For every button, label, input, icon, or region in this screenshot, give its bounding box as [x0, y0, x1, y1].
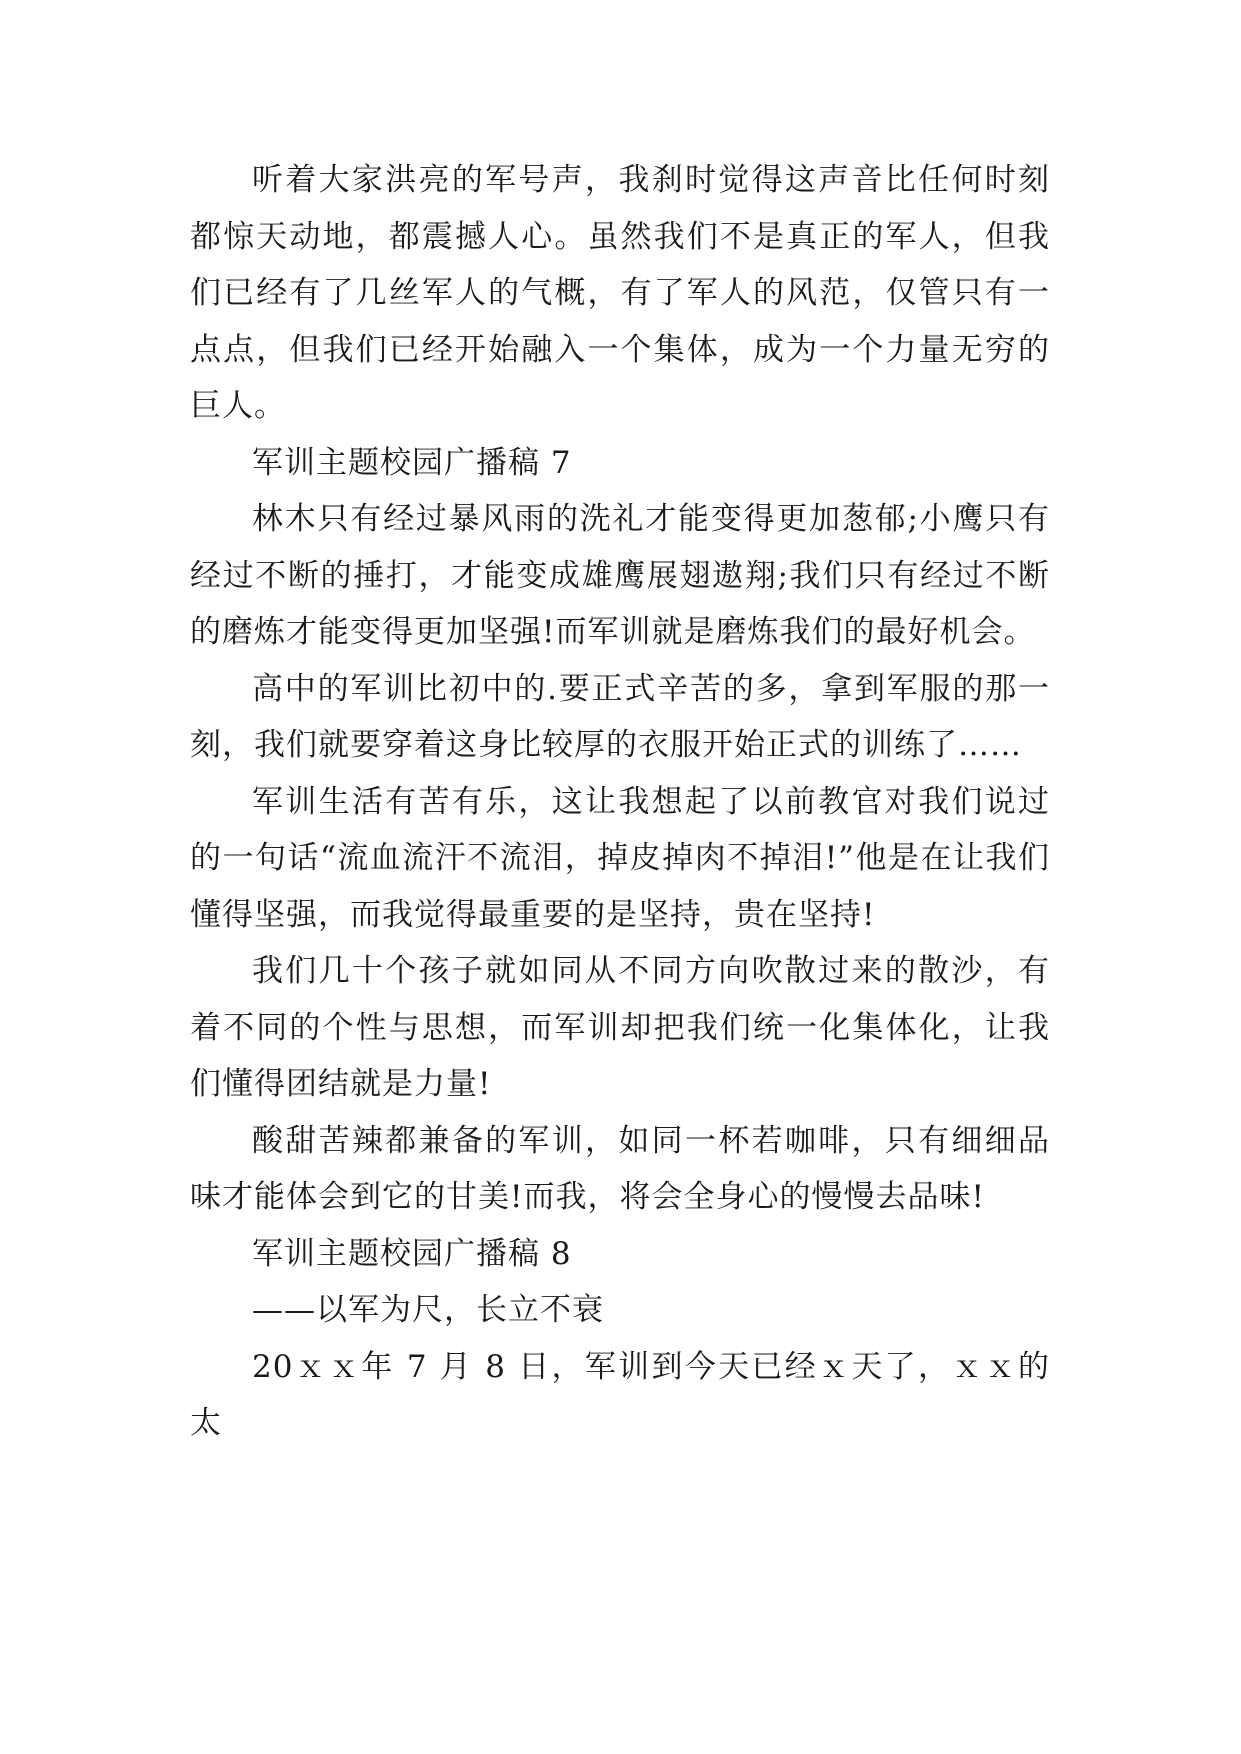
document-page	[190, 152, 1050, 1452]
paragraph: 酸甜苦辣都兼备的军训，如同一杯若咖啡，只有细细品味才能体会到它的甘美!而我，将会全身心的慢慢去品味!	[190, 1122, 1050, 1215]
section-heading: 军训主题校园广播稿 8	[252, 1235, 572, 1272]
paragraph: 听着大家洪亮的军号声，我刹时觉得这声音比任何时刻都惊天动地，都震撼人心。虽然我们不是真正的军人，但我们已经有了几丝军人的气概，有了军人的风范，仅管只有一点点，但我们已经开始融入一个集体，成为一个力量无穷的巨人。	[190, 162, 1050, 424]
paragraph: 20ｘｘ年 7 月 8 日，军训到今天已经ｘ天了，ｘｘ的太	[190, 1348, 1050, 1441]
section-subtitle: ——以军为尺，长立不衰	[252, 1292, 604, 1328]
paragraph: 我们几十个孩子就如同从不同方向吹散过来的散沙，有着不同的个性与思想，而军训却把我们统一化集体化，让我们懂得团结就是力量!	[190, 953, 1050, 1102]
paragraph: 林木只有经过暴风雨的洗礼才能变得更加葱郁;小鹰只有经过不断的捶打，才能变成雄鹰展翅遨翔;我们只有经过不断的磨炼才能变得更加坚强!而军训就是磨炼我们的最好机会。	[190, 501, 1050, 650]
paragraph: 军训生活有苦有乐，这让我想起了以前教官对我们说过的一句话“流血流汗不流泪，掉皮掉肉不掉泪!”他是在让我们懂得坚强，而我觉得最重要的是坚持，贵在坚持!	[190, 783, 1050, 933]
paragraph: 高中的军训比初中的.要正式辛苦的多，拿到军服的那一刻，我们就要穿着这身比较厚的衣服开始正式的训练了……	[190, 670, 1050, 763]
section-heading: 军训主题校园广播稿 7	[252, 444, 572, 481]
